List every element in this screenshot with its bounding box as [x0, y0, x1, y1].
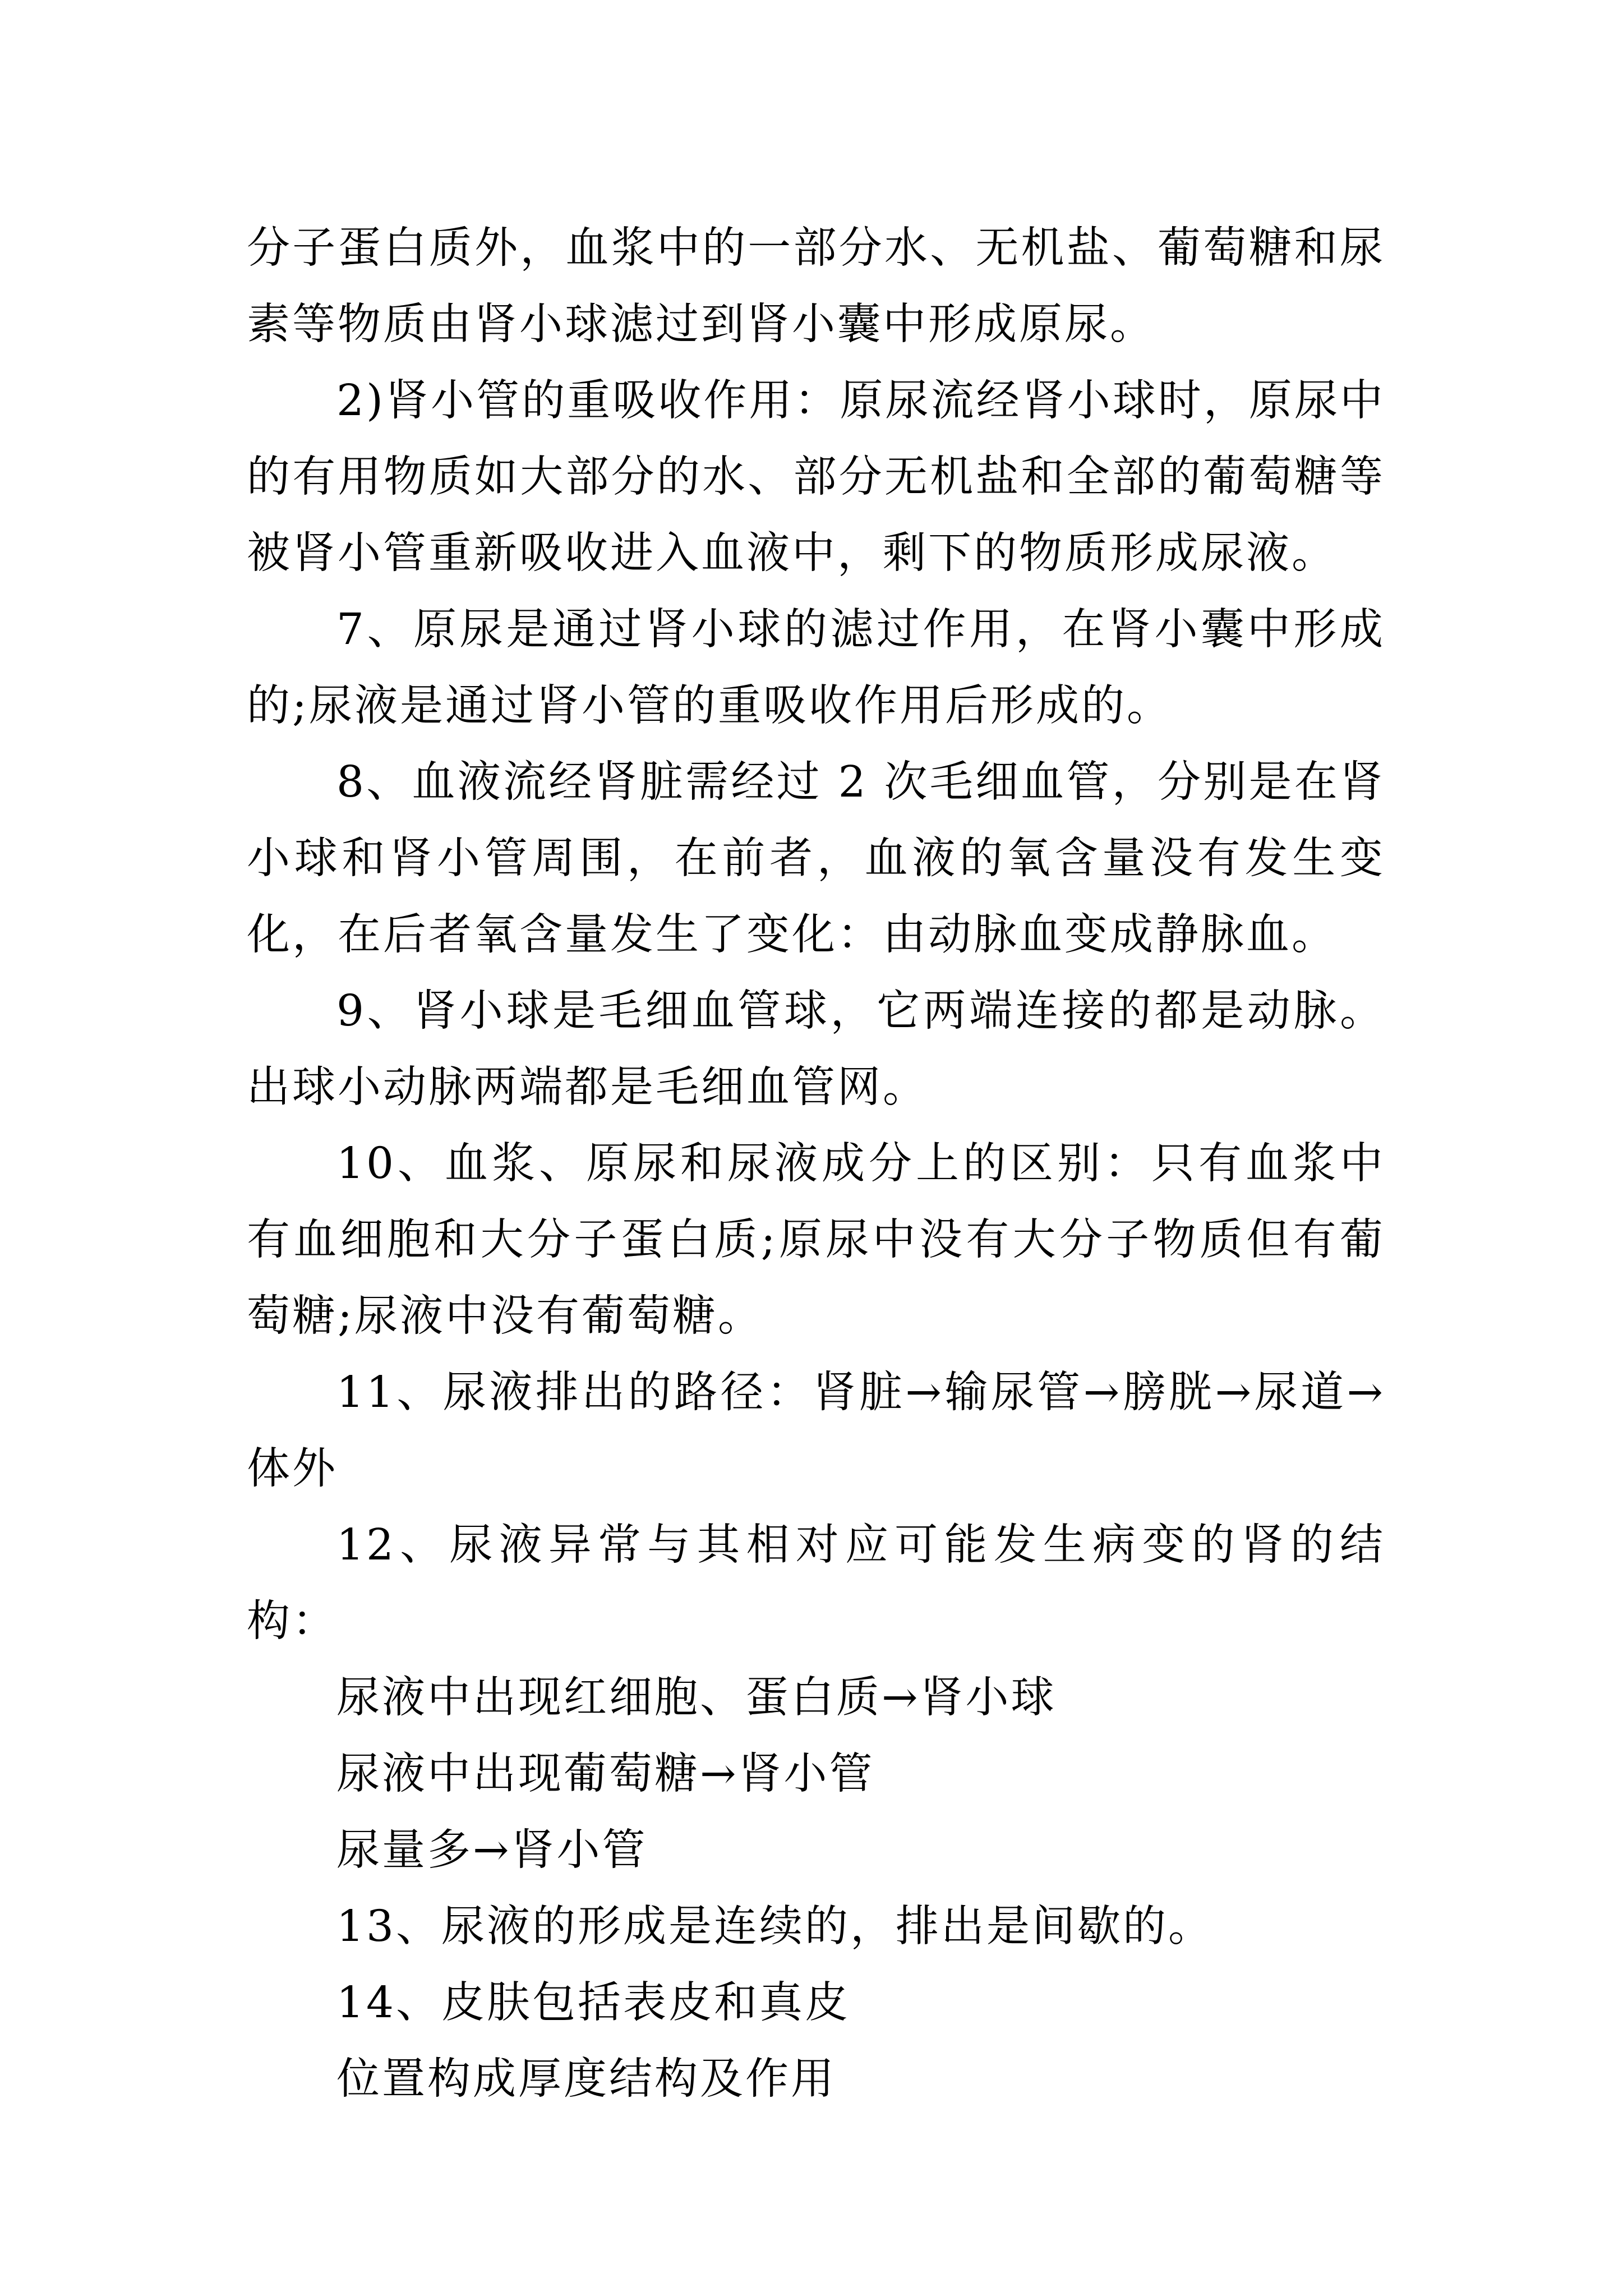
paragraph-item-9: 9、肾小球是毛细血管球，它两端连接的都是动脉。出球小动脉两端都是毛细血管网。 — [247, 986, 1385, 1112]
paragraph-continuation: 分子蛋白质外，血浆中的一部分水、无机盐、葡萄糖和尿素等物质由肾小球滤过到肾小囊中形成原尿。 — [247, 223, 1385, 349]
paragraph-item-14: 14、皮肤包括表皮和真皮 — [336, 1978, 850, 2028]
paragraph-item-8: 8、血液流经肾脏需经过 2 次毛细血管，分别是在肾小球和肾小管周围，在前者，血液的氧含量没有发生变化，在后者氧含量发生了变化：由动脉血变成静脉血。 — [247, 757, 1385, 960]
paragraph-item-13: 13、尿液的形成是连续的，排出是间歇的。 — [336, 1902, 1214, 1952]
paragraph-abnormal-3: 尿量多→肾小管 — [336, 1825, 648, 1875]
paragraph-tubule-reabsorption: 2)肾小管的重吸收作用：原尿流经肾小球时，原尿中的有用物质如大部分的水、部分无机盐和全部的葡萄糖等被肾小管重新吸收进入血液中，剩下的物质形成尿液。 — [247, 376, 1385, 578]
paragraph-item-11: 11、尿液排出的路径：肾脏→输尿管→膀胱→尿道→体外 — [247, 1368, 1385, 1494]
paragraph-item-7: 7、原尿是通过肾小球的滤过作用，在肾小囊中形成的;尿液是通过肾小管的重吸收作用后形成的。 — [247, 605, 1385, 731]
paragraph-item-10: 10、血浆、原尿和尿液成分上的区别：只有血浆中有血细胞和大分子蛋白质;原尿中没有大分子物质但有葡萄糖;尿液中没有葡萄糖。 — [247, 1139, 1385, 1341]
paragraph-skin-table-header: 位置构成厚度结构及作用 — [336, 2054, 836, 2104]
document-body — [247, 210, 1385, 2118]
paragraph-abnormal-1: 尿液中出现红细胞、蛋白质→肾小球 — [336, 1673, 1057, 1723]
paragraph-abnormal-2: 尿液中出现葡萄糖→肾小管 — [336, 1749, 875, 1799]
paragraph-item-12: 12、尿液异常与其相对应可能发生病变的肾的结构： — [247, 1520, 1385, 1646]
